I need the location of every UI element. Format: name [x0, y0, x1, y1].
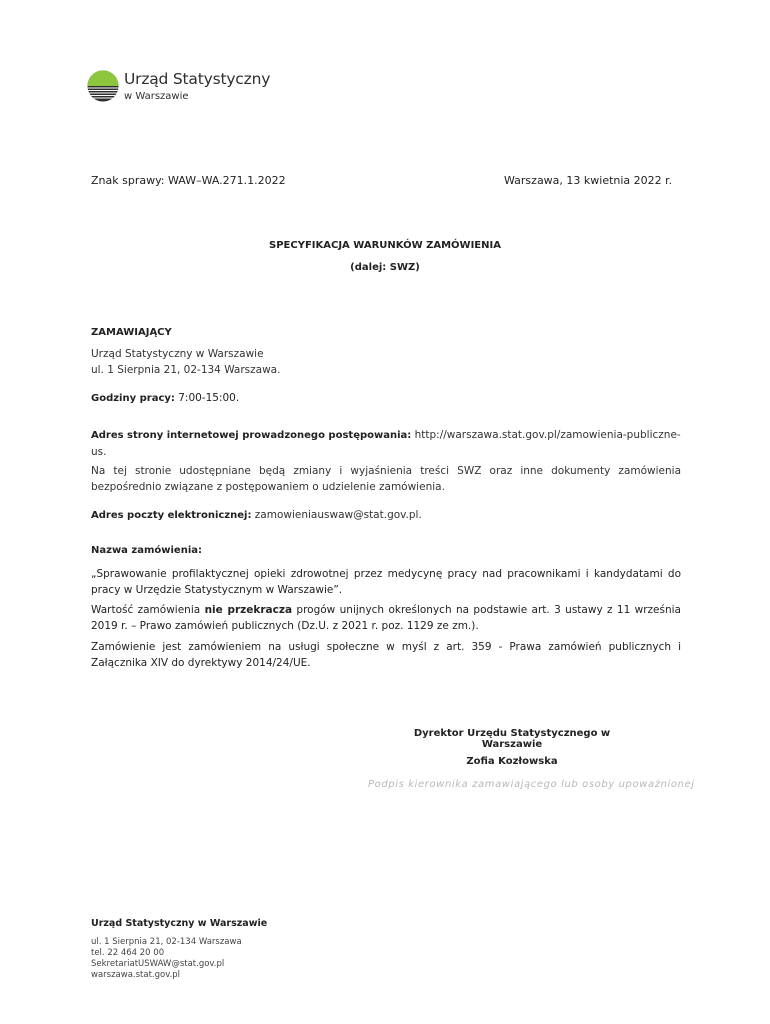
logo-org-sub: w Warszawie [124, 91, 189, 102]
order-value-bold: nie przekracza [204, 604, 293, 616]
email-link[interactable]: zamowieniauswaw@stat.gov.pl. [251, 509, 422, 521]
case-reference: Znak sprawy: WAW–WA.271.1.2022 [91, 174, 286, 187]
order-heading: Nazwa zamówienia: [91, 545, 203, 556]
buyer-address: ul. 1 Sierpnia 21, 02-134 Warszawa. [91, 364, 281, 376]
footer-address: ul. 1 Sierpnia 21, 02-134 Warszawa [91, 937, 242, 947]
working-hours [91, 390, 681, 407]
order-social-services: Zamówienie jest zamówieniem na usługi społeczne w myśl z art. 359 - Prawa zamówień publicznych i Załącznika XIV do dyrektywy 2014/24/UE. [91, 641, 681, 669]
footer-phone: tel. 22 464 20 00 [91, 948, 165, 958]
working-hours-value: 7:00-15:00. [174, 392, 240, 404]
document-subtitle: (dalej: SWZ) [350, 262, 420, 273]
email-label: Adres poczty elektronicznej: [91, 510, 252, 521]
buyer-heading: ZAMAWIAJĄCY [91, 327, 172, 338]
website-label: Adres strony internetowej prowadzonego postępowania: [91, 430, 412, 441]
website-link[interactable]: http://warszawa.stat.gov.pl/zamowienia-publiczne-us. [91, 429, 681, 458]
website-note: Na tej stronie udostępniane będą zmiany i wyjaśnienia treści SWZ oraz inne dokumenty zamówienia bezpośrednio związane z postępowaniem o udzielenie zamówienia. [91, 465, 681, 493]
working-hours-label: Godziny pracy: [91, 393, 175, 404]
email-line [91, 507, 681, 524]
document-title: SPECYFIKACJA WARUNKÓW ZAMÓWIENIA [269, 240, 501, 251]
footer-org: Urząd Statystyczny w Warszawie [91, 918, 268, 929]
footer-email[interactable]: SekretariatUSWAW@stat.gov.pl [91, 959, 225, 969]
logo-org-name: Urząd Statystyczny [124, 70, 271, 88]
order-value-pre: Wartość zamówienia [91, 604, 205, 616]
signatory-name: Zofia Kozłowska [466, 756, 558, 767]
buyer-name: Urząd Statystyczny w Warszawie [91, 348, 264, 360]
order-name: „Sprawowanie profilaktycznej opieki zdrowotnej przez medycynę pracy nad pracownikami i kandydatami do pracy w Urzędzie Statystycznym w Warszawie”. [91, 568, 681, 596]
order-value-post: progów unijnych określonych na podstawie art. 3 ustawy z 11 września 2019 r. – Prawo zamówień publicznych (Dz.U. z 2021 r. poz. 1129 ze zm.). [91, 604, 681, 632]
website-line [91, 427, 681, 460]
footer-web[interactable]: warszawa.stat.gov.pl [91, 970, 181, 980]
signatory-title: Dyrektor Urzędu Statystycznego w Warszawie [413, 728, 611, 750]
document-date: Warszawa, 13 kwietnia 2022 r. [504, 174, 673, 187]
order-value [91, 602, 681, 634]
urzad-statystyczny-logo-icon [87, 64, 121, 108]
signature-note: Podpis kierownika zamawiającego lub osoby upoważnionej [368, 779, 695, 790]
